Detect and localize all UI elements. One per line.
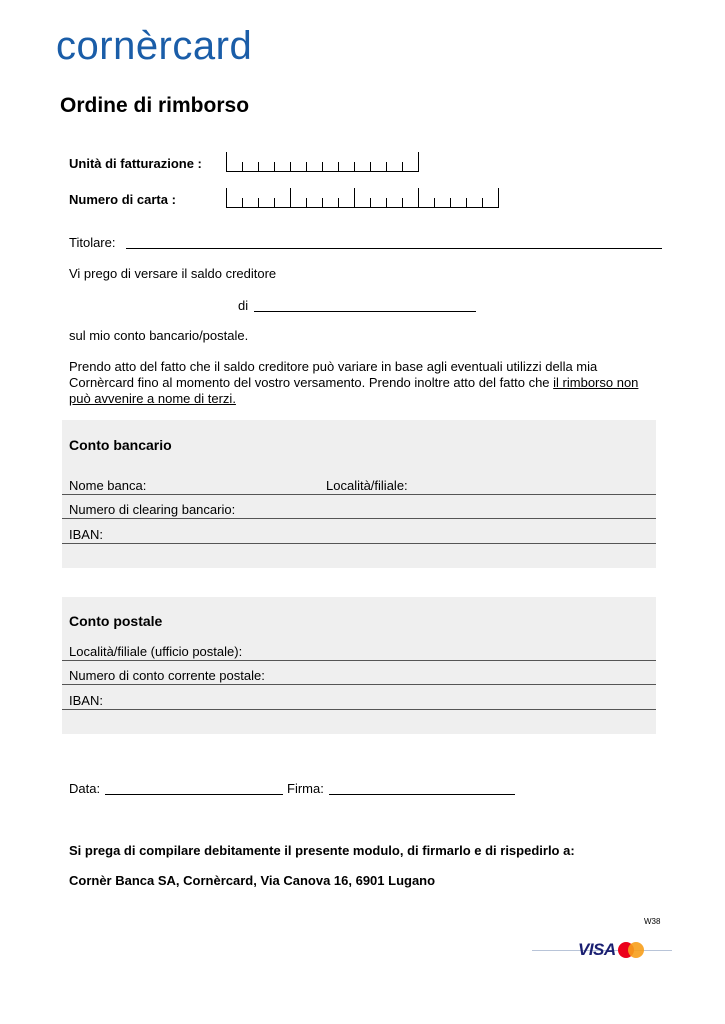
visa-logo: VISA (578, 940, 616, 959)
notice-line-2-plain: Cornèrcard fino al momento del vostro versamento. Prendo inoltre atto del fatto che (69, 375, 554, 390)
bank-account-panel (62, 420, 656, 568)
date-label: Data: (69, 781, 101, 796)
clearing-row[interactable] (62, 495, 656, 519)
form-code: W38 (644, 917, 661, 926)
postal-branch-row[interactable] (62, 637, 656, 661)
holder-label: Titolare: (69, 235, 116, 250)
notice-line-1: Prendo atto del fatto che il saldo creditore può variare in base agli eventuali utilizzi della mia (69, 359, 598, 374)
page-title: Ordine di rimborso (60, 94, 250, 117)
postal-account-title: Conto postale (69, 613, 163, 629)
billing-unit-boxes[interactable] (226, 150, 419, 172)
card-number-label: Numero di carta : (69, 192, 176, 207)
notice-line-2-underlined: il rimborso non (553, 375, 639, 390)
signature-label: Firma: (287, 781, 324, 796)
account-text: sul mio conto bancario/postale. (69, 328, 249, 343)
bank-iban-label: IBAN: (69, 527, 103, 542)
postal-account-row[interactable] (62, 661, 656, 685)
clearing-label: Numero di clearing bancario: (69, 502, 236, 517)
footer-instruction: Si prega di compilare debitamente il presente modulo, di firmarlo e di rispedirlo a: (69, 843, 575, 858)
footer-address: Cornèr Banca SA, Cornèrcard, Via Canova 16, 6901 Lugano (69, 873, 436, 888)
amount-line[interactable] (254, 311, 476, 312)
postal-iban-label: IBAN: (69, 693, 103, 708)
postal-iban-row[interactable] (62, 686, 656, 710)
notice-paragraph (69, 359, 669, 407)
bank-name-row[interactable] (62, 471, 656, 495)
notice-line-3: può avvenire a nome di terzi. (69, 391, 236, 406)
date-line[interactable] (105, 794, 283, 795)
mastercard-icon (616, 941, 646, 959)
postal-account-label: Numero di conto corrente postale: (69, 668, 265, 683)
billing-unit-label: Unità di fatturazione : (69, 156, 202, 171)
notice-line-2 (69, 375, 669, 391)
postal-branch-label: Località/filiale (ufficio postale): (69, 644, 243, 659)
bank-branch-label: Località/filiale: (326, 478, 408, 493)
request-text: Vi prego di versare il saldo creditore (69, 266, 277, 281)
card-number-boxes[interactable] (226, 186, 499, 208)
amount-prefix: di (238, 298, 249, 313)
bank-iban-row[interactable] (62, 520, 656, 544)
signature-line[interactable] (329, 794, 515, 795)
bank-account-title: Conto bancario (69, 437, 172, 453)
bank-name-label: Nome banca: (69, 478, 147, 493)
holder-line[interactable] (126, 248, 662, 249)
postal-account-panel (62, 597, 656, 734)
cornercard-logo: cornèrcard (56, 24, 253, 68)
